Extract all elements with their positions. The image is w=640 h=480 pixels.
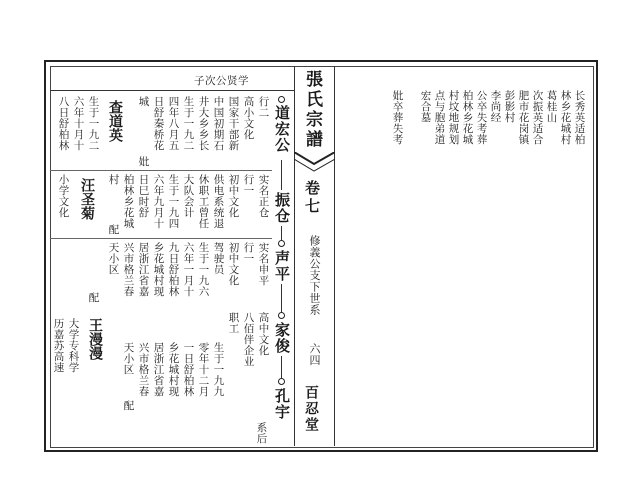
jiajun-spouse-bio-0: 大学专科学 [67, 318, 80, 373]
book-title: 張氏宗譜 [302, 70, 322, 150]
hall-name: 百忍堂 [303, 385, 319, 433]
zhencang-spouse-bio-0: 小学文化 [57, 174, 70, 218]
gen2-name: 振仓 [273, 192, 291, 224]
daohong-spouse-bio-0: 生于一九二 [87, 96, 100, 151]
gen5-name: 孔宇 [273, 388, 291, 420]
jiajun-bio-2: 职工 [227, 312, 240, 334]
chain-line-1 [281, 160, 282, 190]
shengping-bio-1: 行一 [242, 242, 255, 264]
daohong-bio-0: 行二 [257, 96, 270, 118]
spine-rule-left [294, 66, 295, 446]
jiajun-spouse-title: 配 [122, 400, 135, 411]
shengping-bio-5: 六年一月十 [182, 242, 195, 297]
chain-line-3 [281, 284, 282, 312]
shengping-bio-2: 初中文化 [227, 242, 240, 286]
fishtail-ornament [294, 152, 335, 174]
daohong-bio-8: 城 [137, 96, 150, 107]
zhencang-bio-5: 大队会计 [182, 174, 195, 218]
section-title: 修義公支下世系 [308, 235, 321, 316]
volume-label: 卷七 [303, 180, 321, 216]
jiajun-spouse-bio-1: 历嘉苏高速 [52, 318, 65, 373]
jiajun-spouse-name: 王漫漫 [87, 318, 103, 360]
gen4-marker [278, 312, 285, 319]
jiajun-bio-1: 八佰伴企业 [242, 312, 255, 367]
zhencang-bio-9: 柏林乡花城 [122, 174, 135, 229]
chain-line-4 [281, 356, 282, 378]
right-note-8: 柏林乡花城 [461, 90, 474, 145]
right-note-7: 公卒失考葬 [475, 90, 488, 145]
zhencang-bio-10: 村 [107, 174, 120, 185]
daohong-bio-5: 生于一九二 [182, 96, 195, 151]
zhencang-spouse-name: 汪圣菊 [79, 178, 95, 220]
right-note-11: 宏合墓 [419, 90, 432, 123]
right-note-4: 肥市花岗镇 [517, 90, 530, 145]
zhencang-bio-8: 日巳时舒 [137, 174, 150, 218]
shengping-bio-6: 九日舒柏林 [167, 242, 180, 297]
zhencang-bio-2: 初中文化 [227, 174, 240, 218]
zhencang-bio-3: 供电系统退 [212, 174, 225, 229]
header-subtitle: 子次公贤学 [194, 75, 249, 87]
right-note-0: 长秀英适柏 [573, 90, 586, 145]
jiajun-bio-7: 居浙江省嘉 [152, 342, 165, 397]
gen3-marker [278, 240, 285, 247]
zhencang-bio-4: 休职工曾任 [197, 174, 210, 229]
daohong-spouse-bio-1: 六年十月十 [72, 96, 85, 151]
genealogy-page [44, 60, 598, 452]
jiajun-bio-9: 天小区 [122, 342, 135, 375]
gen1-name: 道宏公 [273, 105, 291, 153]
gen5-note: 系后 [255, 422, 268, 444]
gen4-name: 家俊 [273, 322, 291, 354]
zhencang-bio-0: 实名正仓 [257, 174, 270, 218]
right-note-2: 葛桂山 [545, 90, 558, 123]
gen1-marker [278, 96, 285, 103]
header-rule [50, 90, 294, 91]
right-note-5: 彭影村 [503, 90, 516, 123]
gen3-name: 声平 [273, 250, 291, 282]
spine-rule-right [334, 66, 335, 446]
right-note-1: 林乡花城村 [559, 90, 572, 145]
daohong-bio-6: 四年八月五 [167, 96, 180, 151]
shengping-bio-9: 兴市格兰春 [122, 242, 135, 297]
right-note-9: 村坟地规划 [447, 90, 460, 145]
daohong-bio-4: 井大乡乡长 [197, 96, 210, 151]
shengping-bio-0: 实名申平 [257, 242, 270, 286]
daohong-bio-1: 高小文化 [242, 96, 255, 140]
shengping-bio-10: 天小区 [107, 242, 120, 275]
jiajun-bio-8: 兴市格兰春 [137, 342, 150, 397]
jiajun-bio-3: 生于一九九 [212, 342, 225, 397]
shengping-bio-4: 生于一九六 [197, 242, 210, 297]
family-divider-1 [50, 170, 272, 171]
daohong-bio-7: 日舒秦桥花 [152, 96, 165, 151]
jiajun-bio-0: 高中文化 [257, 312, 270, 356]
shengping-bio-8: 居浙江省嘉 [137, 242, 150, 297]
daohong-bio-2: 国家干部新 [227, 96, 240, 151]
right-note-10: 点与胞弟道 [433, 90, 446, 145]
zhencang-bio-7: 六年九月十 [152, 174, 165, 229]
daohong-spouse-title: 妣 [137, 156, 150, 167]
chain-line-2 [281, 226, 282, 240]
right-note-6: 李尚经 [489, 90, 502, 123]
jiajun-bio-6: 乡花城村现 [167, 342, 180, 397]
daohong-spouse-name: 查道英 [107, 100, 123, 142]
zhencang-bio-6: 生于一九四 [167, 174, 180, 229]
zhencang-spouse-title: 配 [107, 224, 120, 235]
jiajun-bio-4: 零年十二月 [197, 342, 210, 397]
zhencang-bio-1: 行一 [242, 174, 255, 196]
gen5-marker [278, 378, 285, 385]
daohong-bio-3: 中国初期石 [212, 96, 225, 151]
jiajun-bio-5: 一日舒柏林 [182, 342, 195, 397]
shengping-bio-7: 乡花城村现 [152, 242, 165, 297]
right-note-3: 次振英适合 [531, 90, 544, 145]
daohong-spouse-bio-2: 八日舒柏林 [57, 96, 70, 151]
page-number: 六四 [308, 343, 321, 366]
right-note-12: 妣卒葬失考 [391, 90, 404, 145]
shengping-bio-3: 驾驶员 [212, 242, 225, 275]
family-divider-2 [50, 238, 272, 239]
shengping-spouse-title: 配 [87, 292, 100, 303]
